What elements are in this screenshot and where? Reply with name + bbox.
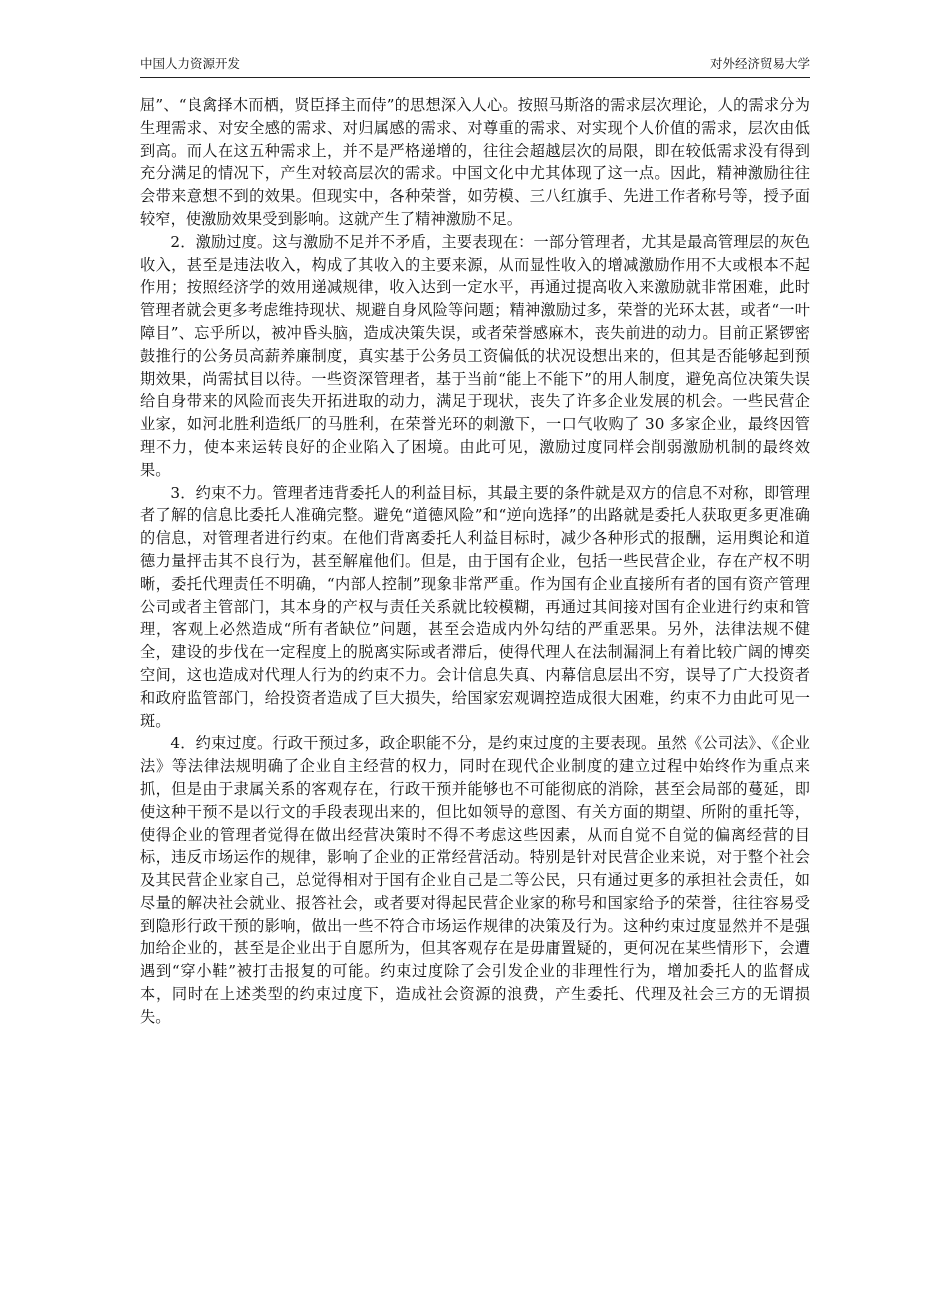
header-journal-name: 中国人力资源开发 xyxy=(140,56,241,71)
paragraph-incentive-excess: 2．激励过度。这与激励不足并不矛盾，主要表现在：一部分管理者，尤其是最高管理层的灰色收入，甚至是违法收入，构成了其收入的主要来源，从而显性收入的增减激励作用不大或根本不起作用；按照经济学的效用递减规律，收入达到一定水平，再通过提高收入来激励就非常困难，此时管理者就会更多考虑维持现状、规避自身风险等问题；精神激励过多，荣誉的光环太甚，或者“一叶障目”、忘乎所以，被冲昏头脑，造成决策失误，或者荣誉感麻木，丧失前进的动力。目前正紧锣密鼓推行的公务员高薪养廉制度，真实基于公务员工资偏低的状况设想出来的，但其是否能够起到预期效果，尚需拭目以待。一些资深管理者，基于当前“能上不能下”的用人制度，避免高位决策失误给自身带来的风险而丧失开拓进取的动力，满足于现状，丧失了许多企业发展的机会。一些民营企业家，如河北胜利造纸厂的马胜利，在荣誉光环的刺激下，一口气收购了 30 多家企业，最终因管理不力，使本来运转良好的企业陷入了困境。由此可见，激励过度同样会削弱激励机制的最终效果。 xyxy=(140,232,810,479)
page-header xyxy=(140,57,810,78)
paragraph-constraint-weak: 3．约束不力。管理者违背委托人的利益目标，其最主要的条件就是双方的信息不对称，即管理者了解的信息比委托人准确完整。避免“道德风险”和“逆向选择”的出路就是委托人获取更多更准确的信息，对管理者进行约束。在他们背离委托人利益目标时，减少各种形式的报酬，运用舆论和道德力量抨击其不良行为，甚至解雇他们。但是，由于国有企业，包括一些民营企业，存在产权不明晰，委托代理责任不明确，“内部人控制”现象非常严重。作为国有企业直接所有者的国有资产管理公司或者主管部门，其本身的产权与责任关系就比较模糊，再通过其间接对国有企业进行约束和管理，客观上必然造成“所有者缺位”问题，甚至会造成内外勾结的严重恶果。另外，法律法规不健全，建设的步伐在一定程度上的脱离实际或者滞后，使得代理人在法制漏洞上有着比较广阔的博奕空间，这也造成对代理人行为的约束不力。会计信息失真、内幕信息层出不穷，误导了广大投资者和政府监管部门，给投资者造成了巨大损失，给国家宏观调控造成很大困难，约束不力由此可见一斑。 xyxy=(140,483,810,730)
paragraph-constraint-excess: 4．约束过度。行政干预过多，政企职能不分，是约束过度的主要表现。虽然《公司法》、《企业法》等法律法规明确了企业自主经营的权力，同时在现代企业制度的建立过程中始终作为重点来抓，但是由于隶属关系的客观存在，行政干预并能够也不可能彻底的消除，甚至会局部的蔓延，即使这种干预不是以行文的手段表现出来的，但比如领导的意图、有关方面的期望、所附的重托等，使得企业的管理者觉得在做出经营决策时不得不考虑这些因素，从而自觉不自觉的偏离经营的目标，违反市场运作的规律，影响了企业的正常经营活动。特别是针对民营企业来说，对于整个社会及其民营企业家自己，总觉得相对于国有企业自己是二等公民，只有通过更多的承担社会责任，如尽量的解决社会就业、报答社会，或者要对得起民营企业家的称号和国家给予的荣誉，往往容易受到隐形行政干预的影响，做出一些不符合市场运作规律的决策及行为。这种约束过度显然并不是强加给企业的，甚至是企业出于自愿所为，但其客观存在是毋庸置疑的，更何况在某些情形下，会遭遇到“穿小鞋”被打击报复的可能。约束过度除了会引发企业的非理性行为，增加委托人的监督成本，同时在上述类型的约束过度下，造成社会资源的浪费，产生委托、代理及社会三方的无谓损失。 xyxy=(140,734,810,1026)
body-text xyxy=(140,94,810,1029)
header-institution: 对外经济贸易大学 xyxy=(709,56,810,71)
paragraph-continuation: 屈”、“良禽择木而栖，贤臣择主而侍”的思想深入人心。按照马斯洛的需求层次理论，人的需求分为生理需求、对安全感的需求、对归属感的需求、对尊重的需求、对实现个人价值的需求，层次由低到高。而人在这五种需求上，并不是严格递增的，往往会超越层次的局限，即在较低需求没有得到充分满足的情况下，产生对较高层次的需求。中国文化中尤其体现了这一点。因此，精神激励往往会带来意想不到的效果。但现实中，各种荣誉，如劳模、三八红旗手、先进工作者称号等，授予面较窄，使激励效果受到影响。这就产生了精神激励不足。 xyxy=(140,96,810,228)
